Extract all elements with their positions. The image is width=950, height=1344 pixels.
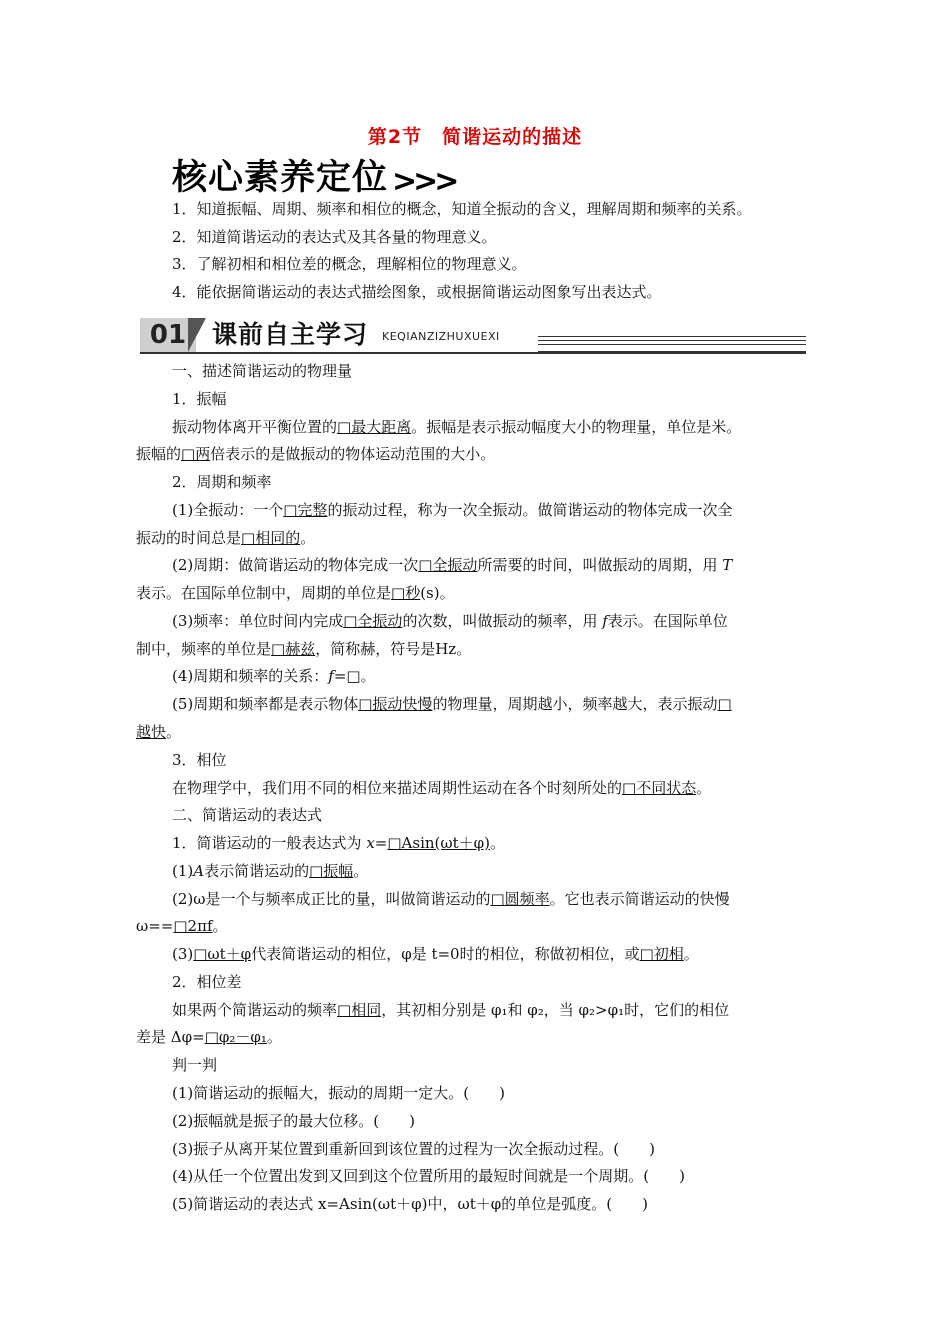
answer: □初相 xyxy=(639,945,684,963)
text: 。 xyxy=(266,1028,282,1046)
section-number: 01 xyxy=(140,318,196,352)
text: (3)频率：单位时间内完成 xyxy=(172,612,344,630)
phase-difference-line-2 xyxy=(136,1026,282,1048)
judge-item-3: (3)振子从离开某位置到重新回到该位置的过程为一次全振动过程。( ) xyxy=(172,1140,655,1158)
section-title: 课前自主学习 xyxy=(212,320,369,349)
banner-underline xyxy=(140,352,806,354)
answer: □ωt＋φ xyxy=(193,945,252,963)
answer: □全振动 xyxy=(418,556,478,574)
judge-item-2: (2)振幅就是振子的最大位移。( ) xyxy=(172,1112,415,1130)
judge-heading: 判一判 xyxy=(172,1056,218,1074)
text: 表示。在国际单位 xyxy=(607,612,728,630)
meaning-line-1 xyxy=(172,693,732,715)
text: 代表简谐运动的相位，φ是 t=0时的相位，称做初相位，或 xyxy=(251,945,640,963)
section-pinyin: KEQIANZIZHUXUEXI xyxy=(382,330,500,343)
goal-3: 3．了解初相和相位差的概念，理解相位的物理意义。 xyxy=(172,255,527,273)
phase-difference-heading: 2．相位差 xyxy=(172,973,242,991)
text: (1) xyxy=(172,862,194,880)
answer: □φ₂－φ₁ xyxy=(204,1028,267,1046)
answer: □相同的 xyxy=(241,529,301,547)
text: 。 xyxy=(683,945,699,963)
text: = xyxy=(374,834,388,852)
goal-1: 1．知道振幅、周期、频率和相位的概念，知道全振动的含义，理解周期和频率的关系。 xyxy=(172,200,752,218)
answer: □2πf xyxy=(173,917,213,935)
amplitude-symbol-line xyxy=(172,860,368,882)
symbol: f xyxy=(602,612,608,630)
answer: □秒 xyxy=(391,584,421,602)
phase-difference-line-1 xyxy=(172,999,729,1021)
period-frequency-heading: 2．周期和频率 xyxy=(172,473,272,491)
symbol: f xyxy=(328,667,334,685)
frequency-line-2 xyxy=(136,638,471,660)
text: 1．简谐运动的一般表达式为 xyxy=(172,834,367,852)
arrows-icon: >>> xyxy=(392,164,456,199)
text: 的次数，叫做振动的频率，用 xyxy=(402,612,603,630)
text: 振动的时间总是 xyxy=(136,529,242,547)
period-line-2 xyxy=(136,582,455,604)
text: 。 xyxy=(166,723,182,741)
text: 振动物体离开平衡位置的 xyxy=(172,418,338,436)
frequency-line-1 xyxy=(172,610,728,632)
text: 。 xyxy=(300,529,316,547)
page-title: 第2节 简谐运动的描述 xyxy=(367,126,583,148)
text: 。 xyxy=(212,917,228,935)
text: (s)。 xyxy=(420,584,455,602)
text: (2)ω是一个与频率成正比的量，叫做简谐运动的 xyxy=(172,890,491,908)
period-line-1 xyxy=(172,554,732,576)
text: 的振动过程，称为一次全振动。做简谐运动的物体完成一次全 xyxy=(327,501,733,519)
literacy-heading-text: 核心素养定位 xyxy=(172,158,389,198)
phase-definition-line xyxy=(172,943,699,965)
angular-frequency-line-2 xyxy=(136,915,228,937)
text: 振幅的 xyxy=(136,445,182,463)
relation-line xyxy=(172,665,376,687)
text: 。它也表示简谐运动的快慢 xyxy=(549,890,730,908)
text: 表示。在国际单位制中，周期的单位是 xyxy=(136,584,392,602)
judge-item-5: (5)简谐运动的表达式 x=Asin(ωt＋φ)中，ωt＋φ的单位是弧度。( ) xyxy=(172,1195,648,1213)
banner-slant-decoration xyxy=(188,318,206,352)
goal-4: 4．能依据简谐运动的表达式描绘图象，或根据简谐运动图象写出表达式。 xyxy=(172,283,662,301)
text: 。振幅是表示振动幅度大小的物理量，单位是米。 xyxy=(411,418,742,436)
answer: □相同 xyxy=(337,1001,382,1019)
banner-lines-decoration xyxy=(538,336,806,352)
text: (2)周期：做简谐运动的物体完成一次 xyxy=(172,556,419,574)
text: ω== xyxy=(136,917,174,935)
answer: □全振动 xyxy=(343,612,403,630)
answer: □圆频率 xyxy=(490,890,550,908)
answer: □两 xyxy=(181,445,211,463)
phase-heading: 3．相位 xyxy=(172,751,227,769)
text: 。 xyxy=(490,834,506,852)
answer: □Asin(ωt＋φ) xyxy=(387,834,491,852)
section-banner xyxy=(140,318,806,356)
judge-item-1: (1)简谐运动的振幅大，振动的周期一定大。( ) xyxy=(172,1084,505,1102)
text: (4)周期和频率的关系： xyxy=(172,667,329,685)
text: ，其初相分别是 φ₁和 φ₂，当 φ₂>φ₁时，它们的相位 xyxy=(381,1001,730,1019)
full-vibration-line-1 xyxy=(172,499,732,521)
answer: □最大距离 xyxy=(337,418,412,436)
text: (5)周期和频率都是表示物体 xyxy=(172,695,359,713)
text: 制中，频率的单位是 xyxy=(136,640,272,658)
text: 差是 Δφ= xyxy=(136,1028,205,1046)
answer: □完整 xyxy=(283,501,328,519)
judge-item-4: (4)从任一个位置出发到又回到这个位置所用的最短时间就是一个周期。( ) xyxy=(172,1167,685,1185)
answer: 越快 xyxy=(136,723,167,741)
literacy-heading xyxy=(172,150,455,200)
angular-frequency-line-1 xyxy=(172,888,730,910)
amplitude-line-1 xyxy=(172,416,741,438)
amplitude-line-2 xyxy=(136,443,495,465)
answer: □振幅 xyxy=(309,862,354,880)
text: 倍表示的是做振动的物体运动范围的大小。 xyxy=(210,445,496,463)
phase-line xyxy=(172,777,711,799)
text: ，简称赫，符号是Hz。 xyxy=(315,640,472,658)
amplitude-heading: 1．振幅 xyxy=(172,390,227,408)
text: 所需要的时间，叫做振动的周期，用 xyxy=(477,556,723,574)
text: 的物理量，周期越小，频率越大，表示振动 xyxy=(432,695,718,713)
symbol: x xyxy=(366,834,375,852)
text: 在物理学中，我们用不同的相位来描述周期性运动在各个时刻所处的 xyxy=(172,779,623,797)
meaning-line-2 xyxy=(136,721,181,743)
goal-2: 2．知道简谐运动的表达式及其各量的物理意义。 xyxy=(172,228,497,246)
expression-line xyxy=(172,832,505,854)
text: (1)全振动：一个 xyxy=(172,501,284,519)
answer: □振动快慢 xyxy=(358,695,433,713)
text: 。 xyxy=(353,862,369,880)
symbol: T xyxy=(722,556,733,574)
answer: □赫兹 xyxy=(271,640,316,658)
text: (3) xyxy=(172,945,194,963)
symbol: A xyxy=(193,862,205,880)
heading-2: 二、简谐运动的表达式 xyxy=(172,806,323,824)
text: 表示简谐运动的 xyxy=(204,862,310,880)
answer: □不同状态 xyxy=(622,779,697,797)
text: 如果两个简谐运动的频率 xyxy=(172,1001,338,1019)
full-vibration-line-2 xyxy=(136,527,315,549)
heading-1: 一、描述简谐运动的物理量 xyxy=(172,362,353,380)
text: =□。 xyxy=(333,667,376,685)
text: 。 xyxy=(696,779,712,797)
answer: □ xyxy=(717,695,732,713)
